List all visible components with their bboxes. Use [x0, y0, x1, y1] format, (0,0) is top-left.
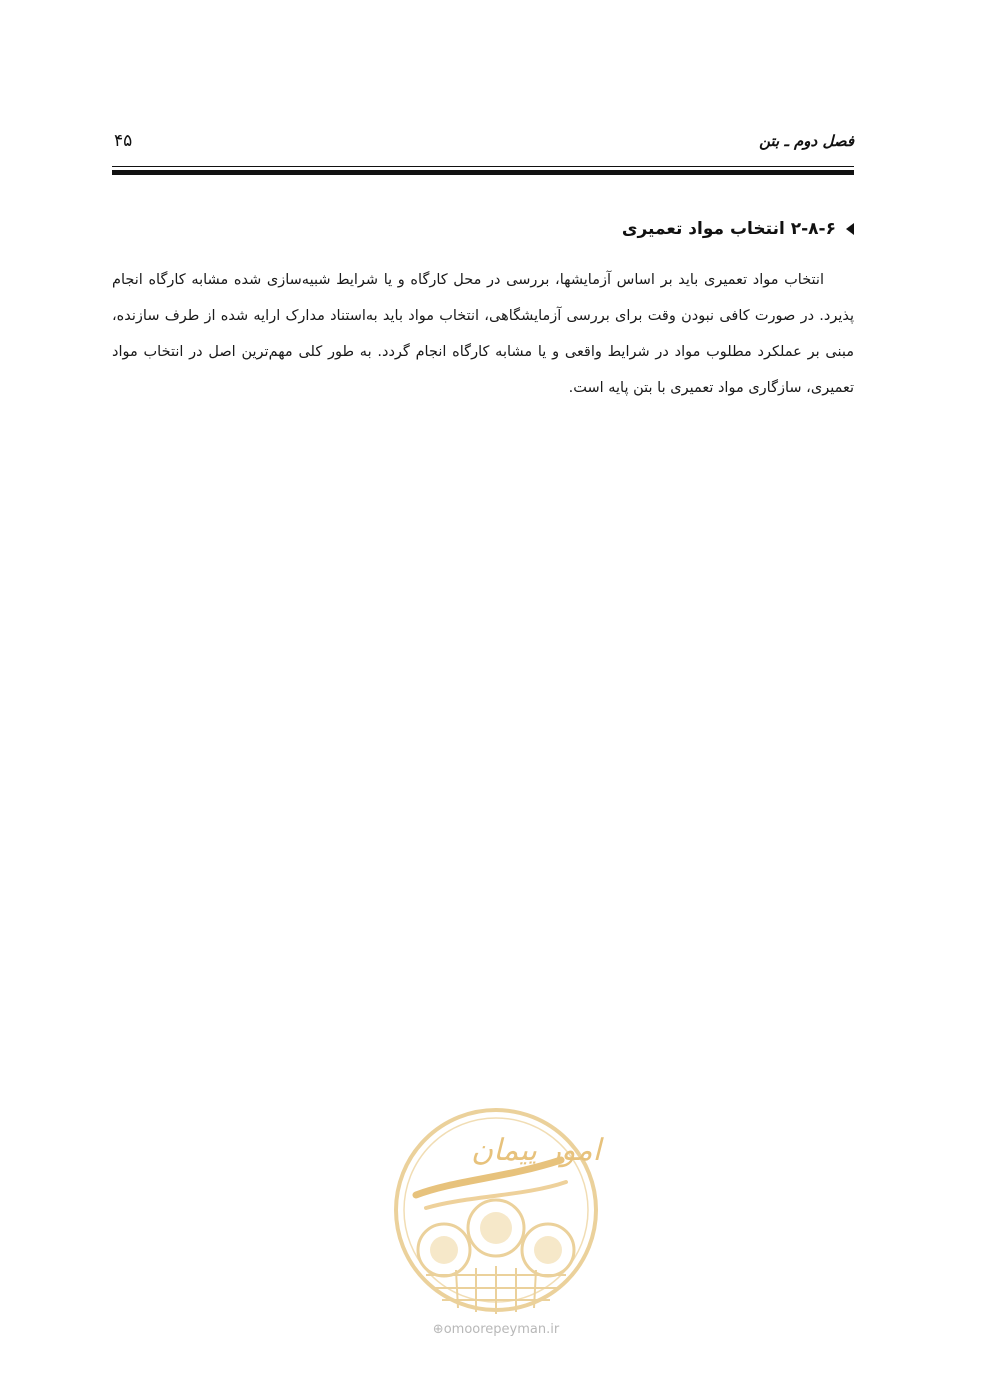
section-heading [254, 219, 854, 239]
chapter-title: فصل دوم ـ بتن [759, 132, 854, 150]
header-rule-thin [112, 166, 854, 167]
body-paragraph: انتخاب مواد تعمیری باید بر اساس آزمایشها، بررسی در محل کارگاه و یا شرایط شبیه‌سازی شده مشابه کارگاه انجام پذیرد. در صورت کافی نبودن وقت برای بررسی آزمایشگاهی، انتخاب مواد باید به‌استناد مدارک ارایه شده از طرف سازنده، مبنی بر عملکرد مطلوب مواد در شرایط واقعی و یا مشابه کارگاه انجام گردد. به طور کلی مهم‌ترین اصل در انتخاب مواد تعمیری، سازگاری مواد تعمیری با بتن پایه است. [112, 272, 854, 396]
page-number: ۴۵ [114, 131, 133, 151]
watermark-logo [386, 1100, 606, 1340]
bullet-triangle-icon [846, 223, 854, 235]
watermark-url-text: omoorepeyman.ir [443, 1322, 560, 1337]
header-rule-thick [112, 170, 854, 175]
watermark-seal-icon [386, 1100, 606, 1320]
page-header [112, 128, 854, 158]
watermark-logo-text: امور پیمان [471, 1133, 601, 1168]
section-heading-text: ۲-۸-۶ انتخاب مواد تعمیری [621, 219, 836, 239]
watermark-url [386, 1322, 606, 1337]
watermark-globe-icon: ⊕ [432, 1322, 444, 1337]
